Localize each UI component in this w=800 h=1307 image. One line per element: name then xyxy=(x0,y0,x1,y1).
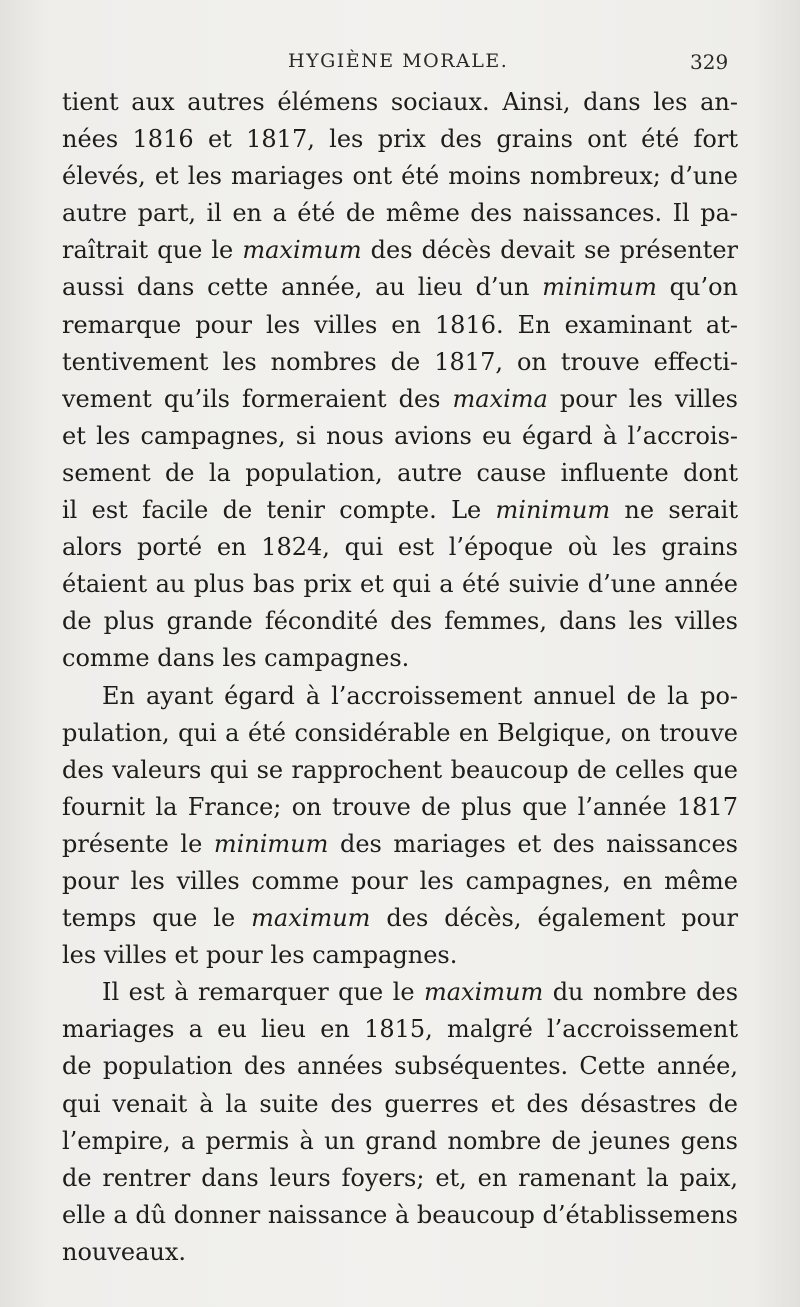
text-run: les villes et pour les campagnes. xyxy=(62,941,458,970)
text-run: des mariages et des naissances xyxy=(328,829,738,858)
text-run: Il est à remarquer que le xyxy=(102,978,424,1007)
text-line xyxy=(62,1048,738,1085)
text-line xyxy=(62,121,738,158)
text-run: du nombre des xyxy=(543,978,738,1007)
text-run: remarque pour les villes en 1816. En examinant at- xyxy=(62,310,738,339)
text-line xyxy=(62,789,738,826)
paragraph xyxy=(62,974,738,1271)
text-run: qui venait à la suite des guerres et des désastres de xyxy=(62,1089,738,1118)
text-line xyxy=(62,826,738,863)
text-line xyxy=(62,455,738,492)
text-run: présente le xyxy=(62,829,214,858)
text-line xyxy=(62,900,738,937)
text-run: raîtrait que le xyxy=(62,236,243,265)
text-run: tient aux autres élémens sociaux. Ainsi, dans les an- xyxy=(62,88,738,116)
text-run: et les campagnes, si nous avions eu égard à l’accrois- xyxy=(62,421,738,450)
running-title: HYGIÈNE MORALE. xyxy=(288,50,509,72)
text-run: sement de la population, autre cause influente dont xyxy=(62,458,738,487)
text-run: fournit la France; on trouve de plus que l’année 1817 xyxy=(62,792,738,821)
italic-term: maxima xyxy=(452,384,548,413)
text-line xyxy=(62,937,738,974)
text-run: mariages a eu lieu en 1815, malgré l’accroissement xyxy=(62,1015,738,1044)
text-run: de population des années subséquentes. Cette année, xyxy=(62,1052,738,1081)
text-run: tentivement les nombres de 1817, on trouve effecti- xyxy=(62,347,738,376)
text-line xyxy=(62,974,738,1011)
text-run: autre part, il en a été de même des naissances. Il pa- xyxy=(62,199,738,228)
text-line xyxy=(62,418,738,455)
text-line xyxy=(62,715,738,752)
text-line xyxy=(62,158,738,195)
text-run: nouveaux. xyxy=(62,1237,187,1266)
page-header xyxy=(0,44,800,80)
text-run: pour les villes comme pour les campagnes, en même xyxy=(62,866,738,895)
italic-term: maximum xyxy=(251,904,371,933)
paragraph xyxy=(62,84,738,678)
text-run: des décès, également pour xyxy=(370,904,738,933)
text-run: alors porté en 1824, qui est l’époque où les grains xyxy=(62,533,738,562)
text-run: des décès devait se présenter xyxy=(361,236,738,265)
text-line xyxy=(62,752,738,789)
text-line xyxy=(62,566,738,603)
text-run: de rentrer dans leurs foyers; et, en ramenant la paix, xyxy=(62,1163,738,1192)
text-run: de plus grande fécondité des femmes, dans les villes xyxy=(62,607,738,636)
text-line xyxy=(62,195,738,232)
text-run: vement qu’ils formeraient des xyxy=(62,384,453,413)
paragraph xyxy=(62,678,738,975)
italic-term: maximum xyxy=(423,978,544,1007)
text-run: ne serait xyxy=(610,496,738,525)
italic-term: minimum xyxy=(542,273,657,302)
text-run: elle a dû donner naissance à beaucoup d’établissemens xyxy=(62,1200,738,1229)
text-run: l’empire, a permis à un grand nombre de jeunes gens xyxy=(62,1126,738,1155)
text-line xyxy=(62,232,738,269)
text-run: nées 1816 et 1817, les prix des grains ont été fort xyxy=(62,125,738,154)
text-run: qu’on xyxy=(656,273,738,302)
text-run: temps que le xyxy=(62,904,252,933)
italic-term: minimum xyxy=(495,496,611,525)
italic-term: maximum xyxy=(242,236,362,265)
text-line xyxy=(62,529,738,566)
page-number: 329 xyxy=(690,50,729,74)
text-run: aussi dans cette année, au lieu d’un xyxy=(62,273,543,302)
text-line xyxy=(62,1197,738,1234)
text-line xyxy=(62,1160,738,1197)
text-line xyxy=(62,1123,738,1160)
text-line xyxy=(62,1011,738,1048)
text-run: il est facile de tenir compte. Le xyxy=(62,496,496,525)
text-run: élevés, et les mariages ont été moins nombreux; d’une xyxy=(62,162,738,191)
text-line xyxy=(62,678,738,715)
text-line xyxy=(62,307,738,344)
text-run: étaient au plus bas prix et qui a été suivie d’une année xyxy=(62,570,738,599)
text-line xyxy=(62,640,738,677)
text-line xyxy=(62,603,738,640)
text-line xyxy=(62,344,738,381)
text-line xyxy=(62,1234,738,1271)
italic-term: minimum xyxy=(213,829,329,858)
text-run: pour les villes xyxy=(547,384,738,413)
text-run: des valeurs qui se rapprochent beaucoup de celles que xyxy=(62,755,738,784)
text-line xyxy=(62,492,738,529)
text-run: pulation, qui a été considérable en Belgique, on trouve xyxy=(62,718,738,747)
text-line xyxy=(62,863,738,900)
body-text xyxy=(62,84,738,1271)
text-line xyxy=(62,84,738,121)
text-line xyxy=(62,269,738,306)
text-line xyxy=(62,1086,738,1123)
text-run: En ayant égard à l’accroissement annuel de la po- xyxy=(102,681,738,710)
text-run: comme dans les campagnes. xyxy=(62,644,410,673)
text-line xyxy=(62,381,738,418)
